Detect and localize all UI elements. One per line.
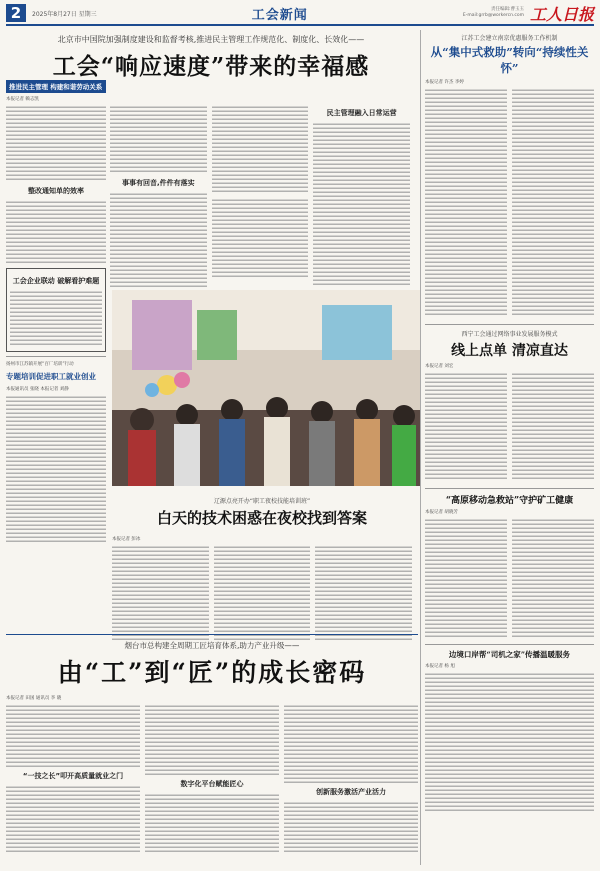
- boxed-feature: [6, 268, 106, 352]
- editor-email: E-mail:grrb@workercn.com: [462, 13, 524, 18]
- mid-subhead-2: 事事有回音,件件有落实: [122, 179, 195, 187]
- body-text-block: [313, 121, 410, 286]
- photo-story-kicker: 辽源点亮开办“职工夜校技能培训班”: [213, 498, 311, 505]
- body-text-block: [425, 671, 594, 811]
- right-mid-kicker: 西宁工会通过网络事业发展服务模式: [461, 331, 558, 338]
- body-text-block: [212, 197, 309, 277]
- left-story-byline: 本报通讯员 张晓 本报记者 刘静: [6, 387, 69, 392]
- right-third-headline: “高原移动急救站”守护矿工健康: [445, 496, 574, 506]
- body-text-block: [6, 784, 140, 854]
- photo-story-body: [112, 534, 412, 643]
- body-text-block: [6, 394, 106, 544]
- right-column: [425, 30, 594, 814]
- body-text-block: [214, 544, 311, 640]
- body-text-block: [145, 792, 279, 854]
- bottom-subhead-2: 数字化平台赋能匠心: [180, 780, 244, 788]
- left-story-headline: 专题培训促进职工就业创业: [6, 372, 96, 381]
- left-story-kicker: 扬州市江苏镇开展“百厂培训”行动: [6, 362, 74, 367]
- right-top-headline: 从“集中式救助”转向“持续性关怀”: [430, 45, 589, 75]
- bottom-story-kicker: 烟台市总构建全周期工匠培育体系,助力产业升级——: [124, 641, 300, 650]
- body-text-block: [512, 87, 594, 317]
- body-text-block: [10, 289, 102, 345]
- body-text-block: [512, 371, 594, 481]
- body-text-block: [112, 544, 209, 640]
- masthead: [6, 4, 594, 26]
- body-text-block: [425, 371, 507, 481]
- issue-date: 2025年8月27日 星期三: [32, 10, 97, 18]
- section-title: 工会新闻: [251, 7, 308, 23]
- editor-info: [463, 7, 524, 19]
- lead-byline: 本报记者 赖志凯: [6, 97, 39, 102]
- right-mid-headline: 线上点单 清凉直达: [451, 343, 568, 359]
- column-divider: [420, 30, 421, 865]
- photo-story-headline: 白天的技术困惑在夜校找到答案: [156, 509, 367, 527]
- body-text-block: [110, 104, 207, 174]
- box-headline: 工会企业联动 破解看护难题: [12, 277, 100, 285]
- body-text-block: [284, 703, 418, 783]
- body-text-block: [284, 800, 418, 854]
- body-text-block: [6, 104, 106, 182]
- body-text-block: [145, 703, 279, 775]
- body-text-block: [512, 517, 594, 637]
- bottom-subhead-3: 创新服务激活产业活力: [316, 788, 386, 796]
- body-text-block: [212, 104, 309, 194]
- lead-section-bar: 推进民主管理 构建和谐劳动关系: [6, 80, 106, 93]
- photo-story-header: [112, 496, 412, 528]
- right-bottom-headline: 边境口岸帮“司机之家”传播温暖服务: [448, 650, 571, 659]
- page-number: 2: [6, 4, 26, 22]
- editor-name: 责任编辑:曹玉玉: [490, 7, 524, 12]
- lead-mid-columns: [110, 104, 410, 290]
- body-text-block: [110, 191, 207, 287]
- body-text-block: [425, 517, 507, 637]
- lead-headline: 工会“响应速度”带来的幸福感: [52, 53, 370, 80]
- bottom-story: [6, 640, 418, 857]
- lead-subhead: 整改通知单的效率: [28, 187, 84, 195]
- newspaper-logo: 工人日报: [529, 4, 594, 24]
- lead-left-column: [6, 80, 106, 547]
- body-text-block: [315, 544, 412, 640]
- body-text-block: [6, 199, 106, 265]
- body-text-block: [6, 703, 140, 767]
- right-third-byline: 本报记者 胡晓芳: [425, 510, 458, 515]
- lead-kicker: 北京市中国院加强制度建设和监督考核,推进民主管理工作规范化、制度化、长效化——: [57, 35, 365, 44]
- news-photo: [112, 290, 420, 486]
- right-top-byline: 本报记者 许杰 李婷: [425, 80, 464, 85]
- photo-story-byline: 本报记者 彭冰: [112, 537, 141, 542]
- bottom-story-headline: 由“工”到“匠”的成长密码: [57, 658, 367, 687]
- mid-subhead: 民主管理融入日常运营: [326, 109, 397, 117]
- divider: [6, 634, 418, 635]
- right-top-kicker: 江苏工会建立南京优惠服务工作机制: [461, 35, 558, 42]
- body-text-block: [425, 87, 507, 317]
- right-bottom-byline: 本报记者 杨 旭: [425, 664, 455, 669]
- right-mid-byline: 本报记者 刘宏: [425, 364, 454, 369]
- bottom-subhead-1: “一技之长”叩开高质量就业之门: [22, 772, 124, 780]
- bottom-story-byline: 本报记者 田国 通讯员 李 晓: [6, 696, 62, 701]
